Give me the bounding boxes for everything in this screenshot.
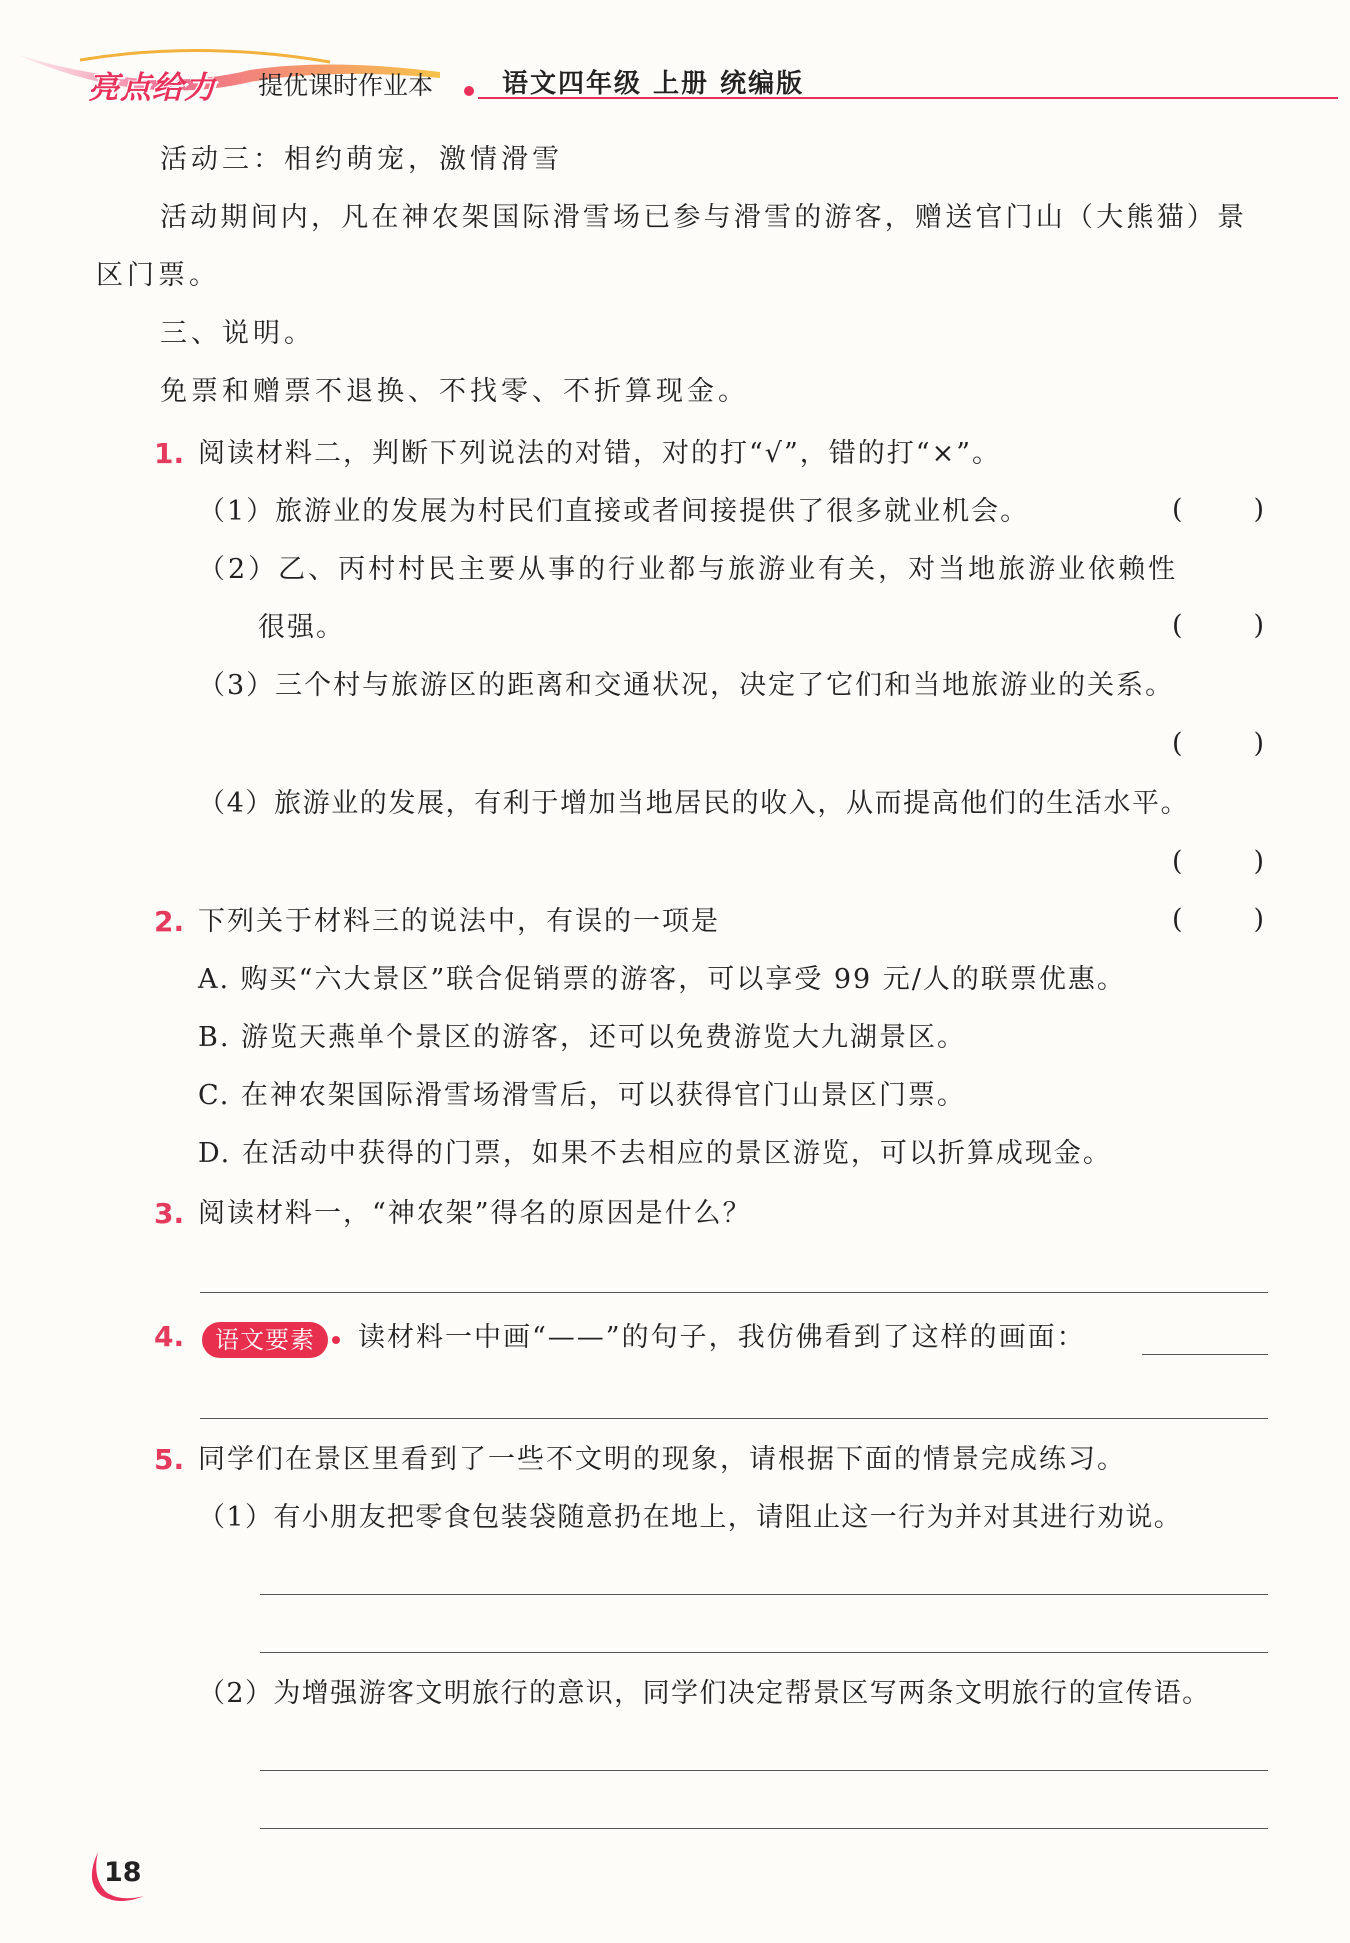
- q5-item1-answer-line2[interactable]: [260, 1652, 1268, 1653]
- q4-answer-line-inline[interactable]: [1142, 1354, 1268, 1355]
- q1-item2-answer-paren[interactable]: [1172, 610, 1264, 641]
- section3-title: 三、说明。: [160, 318, 315, 349]
- q5-stem: 同学们在景区里看到了一些不文明的现象，请根据下面的情景完成练习。: [198, 1444, 1126, 1475]
- page-header: [0, 0, 1350, 110]
- page-number: 18: [104, 1857, 142, 1888]
- q2-answer-paren[interactable]: [1172, 904, 1264, 935]
- paren-close: ): [1253, 494, 1264, 525]
- q2-option-d: D. 在活动中获得的门票，如果不去相应的景区游览，可以折算成现金。: [198, 1138, 1112, 1169]
- q1-stem: 阅读材料二，判断下列说法的对错，对的打“√”，错的打“×”。: [198, 438, 1002, 469]
- paren-close: ): [1253, 728, 1264, 759]
- paren-open: (: [1172, 610, 1183, 641]
- paren-open: (: [1172, 728, 1183, 759]
- q2-stem: 下列关于材料三的说法中，有误的一项是: [198, 906, 720, 937]
- grade-label: 语文四年级 上册 统编版: [502, 69, 805, 99]
- q1-item1-answer-paren[interactable]: [1172, 494, 1264, 525]
- q2-option-c: C. 在神农架国际滑雪场滑雪后，可以获得官门山景区门票。: [198, 1080, 966, 1111]
- q3-stem: 阅读材料一，“神农架”得名的原因是什么？: [198, 1198, 752, 1229]
- paren-close: ): [1253, 846, 1264, 877]
- q3-number: 3.: [154, 1197, 185, 1230]
- q5-item2-answer-line2[interactable]: [260, 1828, 1268, 1829]
- activity3-line2: 区门票。: [96, 260, 220, 291]
- q5-item1-answer-line1[interactable]: [260, 1594, 1268, 1595]
- chinese-element-tag: 语文要素: [202, 1322, 328, 1358]
- q1-item2-line2: 很强。: [258, 612, 345, 643]
- q5-item2-answer-line1[interactable]: [260, 1770, 1268, 1771]
- book-subtitle: 提优课时作业本: [258, 71, 434, 100]
- q1-item2-line1: （2）乙、丙村村民主要从事的行业都与旅游业有关，对当地旅游业依赖性: [198, 554, 1179, 585]
- q1-item4-answer-paren[interactable]: [1172, 846, 1264, 877]
- brand-logo-text: 亮点给力: [88, 70, 216, 106]
- q1-item3: （3）三个村与旅游区的距离和交通状况，决定了它们和当地旅游业的关系。: [198, 670, 1175, 701]
- q3-answer-line[interactable]: [200, 1292, 1268, 1293]
- q5-item1: （1）有小朋友把零食包装袋随意扔在地上，请阻止这一行为并对其进行劝说。: [198, 1502, 1183, 1533]
- activity3-line1: 活动期间内，凡在神农架国际滑雪场已参与滑雪的游客，赠送官门山（大熊猫）景: [160, 202, 1248, 233]
- q1-number: 1.: [154, 437, 185, 470]
- paren-open: (: [1172, 904, 1183, 935]
- q4-number: 4.: [154, 1320, 185, 1353]
- q4-stem: 读材料一中画“——”的句子，我仿佛看到了这样的画面：: [358, 1322, 1086, 1353]
- q1-item4: （4）旅游业的发展，有利于增加当地居民的收入，从而提高他们的生活水平。: [198, 788, 1190, 819]
- q5-number: 5.: [154, 1443, 185, 1476]
- q5-item2: （2）为增强游客文明旅行的意识，同学们决定帮景区写两条文明旅行的宣传语。: [198, 1678, 1211, 1709]
- q1-item1: （1）旅游业的发展为村民们直接或者间接提供了很多就业机会。: [198, 496, 1030, 527]
- paren-open: (: [1172, 494, 1183, 525]
- paren-close: ): [1253, 610, 1264, 641]
- paren-open: (: [1172, 846, 1183, 877]
- activity3-title: 活动三：相约萌宠，激情滑雪: [160, 144, 563, 175]
- q2-option-b: B. 游览天燕单个景区的游客，还可以免费游览大九湖景区。: [198, 1022, 967, 1053]
- q2-number: 2.: [154, 905, 185, 938]
- section3-text: 免票和赠票不退换、不找零、不折算现金。: [160, 376, 749, 407]
- q4-answer-line[interactable]: [200, 1418, 1268, 1419]
- q2-option-a: A. 购买“六大景区”联合促销票的游客，可以享受 99 元/人的联票优惠。: [198, 964, 1126, 995]
- tag-dot: [332, 1336, 340, 1344]
- paren-close: ): [1253, 904, 1264, 935]
- q1-item3-answer-paren[interactable]: [1172, 728, 1264, 759]
